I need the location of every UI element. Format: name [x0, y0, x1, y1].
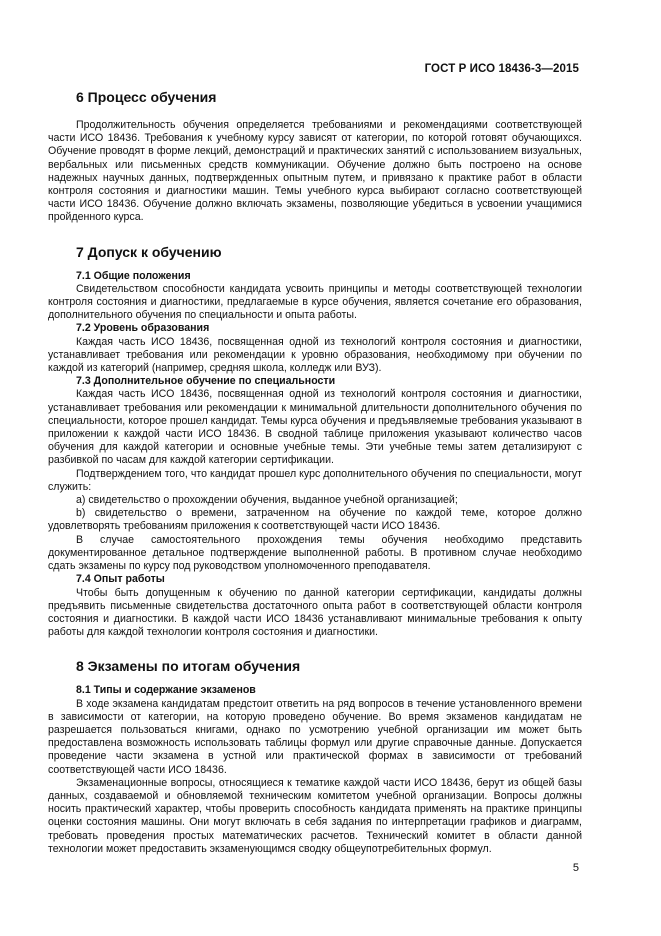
standard-designation: ГОСТ Р ИСО 18436-3—2015 — [424, 63, 579, 75]
section-7-3-paragraph-2: Подтверждением того, что кандидат прошел курс дополнительного обучения по специальности, могут служить: — [48, 467, 582, 493]
section-7-3-list-item-a: а) свидетельство о прохождении обучения, выданное учебной организацией; — [76, 494, 458, 507]
section-7-4-paragraph: Чтобы быть допущенным к обучению по данной категории сертификации, кандидаты должны предъявить письменные свидетельства достаточного опыта работ в соответствующей области контроля состояния и диагностики. В каждой части ИСО 18436 устанавливают минимальные требования к опыту работы для каждой технологии контроля состояния и диагностики. — [48, 586, 582, 639]
section-6-paragraph: Продолжительность обучения определяется требованиями и рекомендациями соответствующей части ИСО 18436. Требования к учебному курсу зависят от категории, по которой готовят обучающихся. Обучение проводят в форме лекций, демонстраций и практических занятий с использованием визуальных, вербальных или письменных средств коммуникации. Обучение должно быть построено на основе надежных научных данных, подтвержденных опытным путем, и привязано к практике работ в области контроля состояния и диагностики машин. Темы учебного курса выбирают согласно соответствующей части ИСО 18436. Обучение должно включать экзамены, позволяющие убедиться в усвоении учащимися пройденного курса. — [48, 119, 582, 224]
section-7-3-paragraph-3: В случае самостоятельного прохождения темы обучения необходимо представить документированное детальное подтверждение выполненной работы. В противном случае необходимо сдать экзамены по курсу под руководством уполномоченного преподавателя. — [48, 533, 582, 573]
section-7-1-paragraph: Свидетельством способности кандидата усвоить принципы и методы соответствующей технологии контроля состояния и диагностики, предлагаемые в курсе обучения, является сочетание его образования, дополнительного обучения по специальности и опыта работы. — [48, 282, 582, 322]
section-8-1-paragraph-1: В ходе экзамена кандидатам предстоит ответить на ряд вопросов в течение установленного времени в зависимости от категории, на которую проведено обучение. Во время экзаменов кандидатам не разрешается пользоваться книгами, однако по усмотрению учебной организации им может быть предоставлена возможность использовать таблицы формул или другие справочные данные. Допускается проведение части экзамена в устной или практической формах в зависимости от требований соответствующей части ИСО 18436. — [48, 697, 582, 776]
section-7-title: 7 Допуск к обучению — [76, 243, 222, 260]
section-7-3-paragraph-1: Каждая часть ИСО 18436, посвященная одной из технологий контроля состояния и диагностики, устанавливает требования или рекомендации к минимальной длительности дополнительного обучения по специальности, которое прошел кандидат. Темы курса обучения и предъявляемые требования указывают в приложении к каждой части ИСО 18436. В сводной таблице приложения указывают количество часов обучения для каждой категории и основные учебные темы. Эти учебные темы затем детализируют с разбивкой по часам для каждой категории сертификации. — [48, 388, 582, 467]
section-7-3-list-item-b: b) свидетельство о времени, затраченном на обучение по каждой теме, которое должно удовлетворять требованиям приложения к соответствующей части ИСО 18436. — [48, 507, 582, 533]
section-8-1-paragraph-2: Экзаменационные вопросы, относящиеся к тематике каждой части ИСО 18436, берут из общей базы данных, создаваемой и обновляемой техническим комитетом учебной организации. Вопросы должны носить практический характер, чтобы проверить способность кандидата применять на практике принципы оценки состояния машины. Они могут включать в себя задания по интерпретации графиков и диаграмм, требовать проведения простых математических расчетов. Технический комитет в области данной технологии может предоставить экзаменующимся сводку общеупотребительных формул. — [48, 776, 582, 855]
section-8-1-title: 8.1 Типы и содержание экзаменов — [76, 684, 256, 697]
section-7-1-title: 7.1 Общие положения — [76, 269, 191, 282]
section-6-title: 6 Процесс обучения — [76, 89, 217, 105]
section-7-2-title: 7.2 Уровень образования — [76, 322, 210, 335]
section-8-title: 8 Экзамены по итогам обучения — [76, 658, 301, 675]
page-content — [48, 88, 582, 856]
section-7-2-paragraph: Каждая часть ИСО 18436, посвященная одной из технологий контроля состояния и диагностики, устанавливает требования или рекомендации к уровню образования, необходимому при обучении по каждой из категорий (например, средняя школа, колледж или ВУЗ). — [48, 335, 582, 375]
page-number: 5 — [572, 862, 579, 874]
section-7-3-title: 7.3 Дополнительное обучение по специальности — [76, 375, 336, 388]
section-7-4-title: 7.4 Опыт работы — [76, 573, 165, 586]
